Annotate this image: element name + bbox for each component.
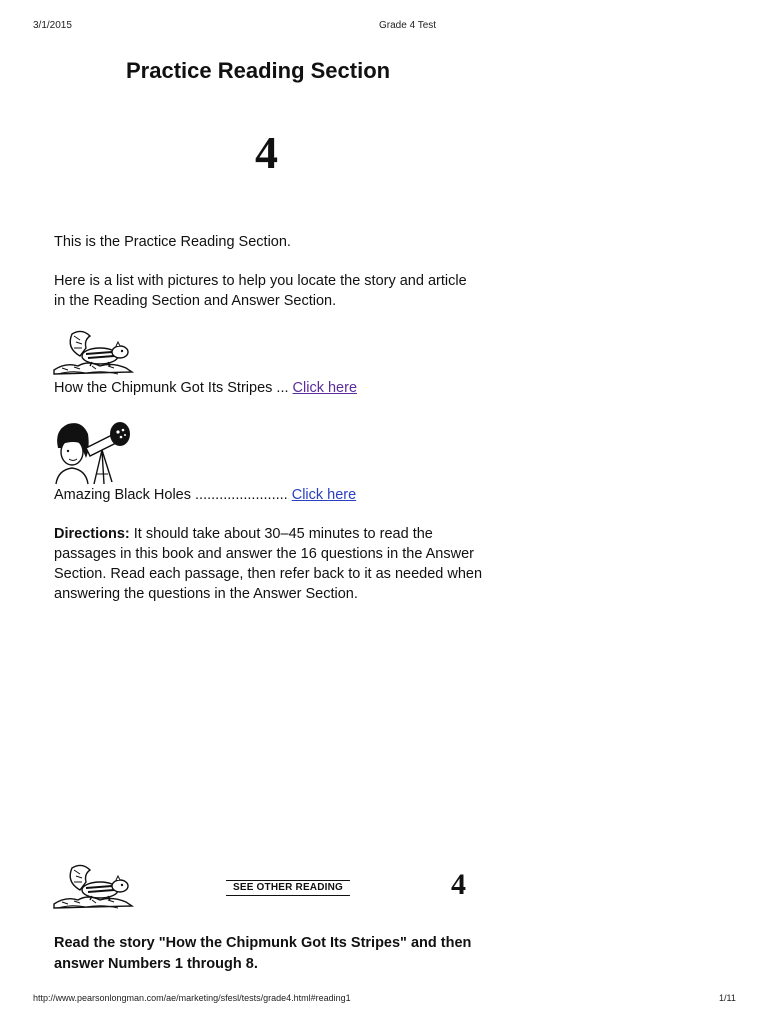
story-list-item [54, 378, 357, 398]
click-here-link[interactable]: Click here [292, 380, 358, 396]
grade-number-small: 4 [451, 868, 466, 901]
directions-paragraph [54, 524, 494, 604]
directions-label: Directions: [54, 526, 130, 542]
directions-text: It should take about 30–45 minutes to read the passages in this book and answer the 16 questions in the Answer Section. Read each passage, then refer back to it as needed when answering the questions in the Answer Section. [54, 526, 483, 602]
see-other-reading-button[interactable]: SEE OTHER READING [226, 880, 350, 896]
page-title: Practice Reading Section [126, 58, 391, 83]
girl-telescope-icon [52, 418, 134, 486]
story-instruction: Read the story "How the Chipmunk Got Its Stripes" and then answer Numbers 1 through 8. [54, 935, 472, 972]
intro-paragraph: Here is a list with pictures to help you locate the story and article in the Reading Section and Answer Section. [54, 273, 467, 309]
page-number: 1/11 [719, 993, 736, 1003]
click-here-link[interactable]: Click here [291, 487, 357, 503]
intro-line: This is the Practice Reading Section. [54, 234, 291, 250]
print-url: http://www.pearsonlongman.com/ae/marketing/sfesl/tests/grade4.html#reading1 [33, 993, 351, 1003]
print-doc-title: Grade 4 Test [379, 20, 437, 31]
story-list-item [54, 485, 356, 505]
story-title: Amazing Black Holes ....................... [54, 487, 292, 503]
story-title: How the Chipmunk Got Its Stripes ... [54, 380, 293, 396]
grade-number: 4 [255, 127, 278, 178]
print-date: 3/1/2015 [33, 20, 72, 31]
chipmunk-icon [52, 326, 134, 378]
chipmunk-icon [52, 860, 134, 912]
